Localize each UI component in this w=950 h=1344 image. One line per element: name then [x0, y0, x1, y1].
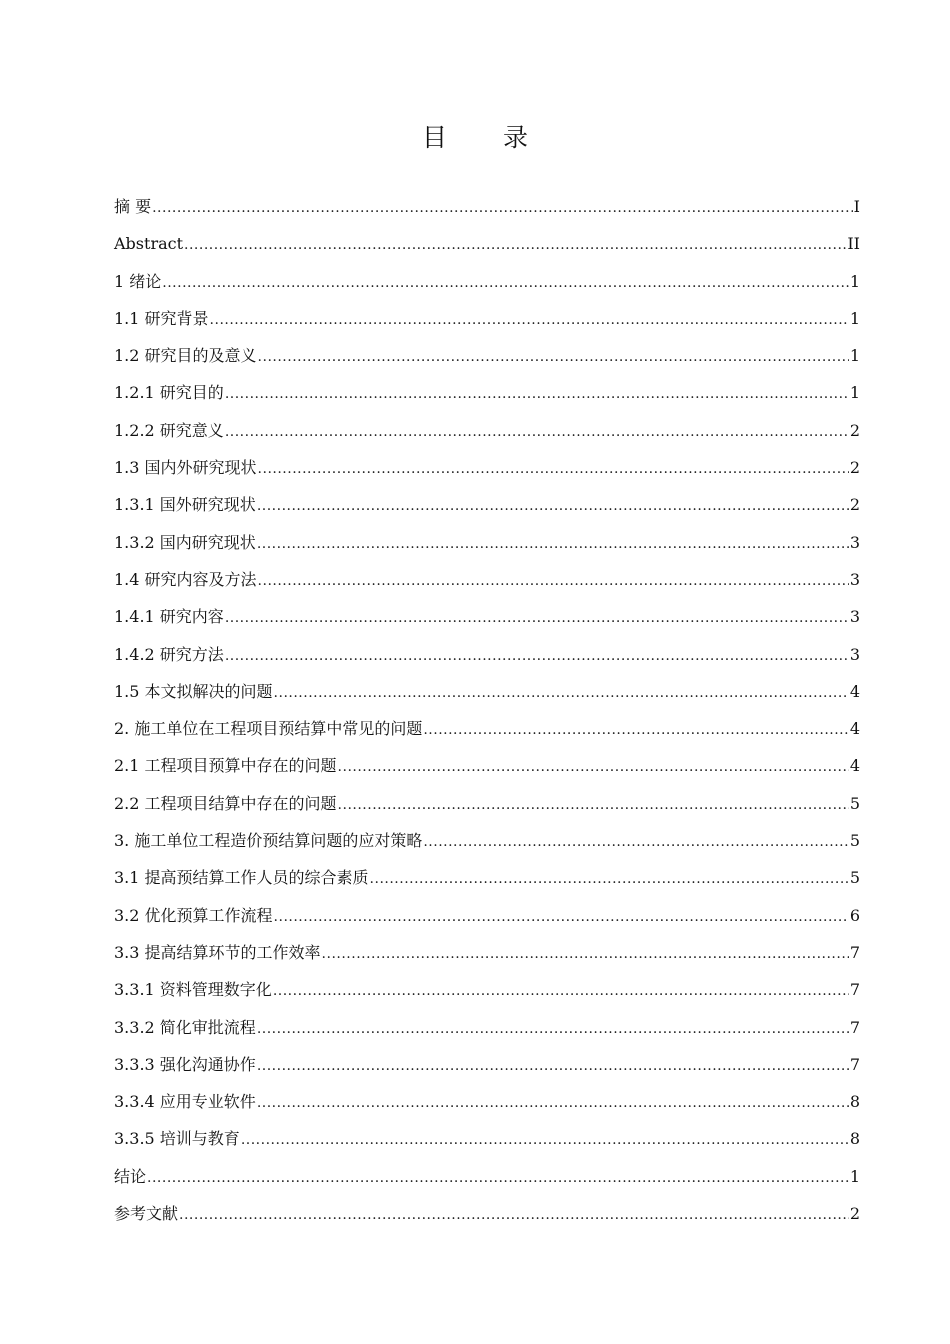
- toc-page-number: 1: [849, 308, 860, 328]
- toc-entry[interactable]: [114, 374, 860, 411]
- toc-page-number: I: [853, 197, 860, 216]
- toc-page-number: 5: [849, 868, 860, 888]
- toc-entry[interactable]: [114, 747, 860, 784]
- toc-page-number: 8: [849, 1129, 860, 1149]
- toc-dot-leader: [423, 824, 848, 861]
- toc-page-number: 7: [849, 980, 860, 1000]
- toc-entry-label: 1.2.1 研究目的: [114, 383, 224, 403]
- toc-dot-leader: [258, 339, 849, 376]
- toc-entry-label: 1.3.1 国外研究现状: [114, 495, 256, 515]
- toc-dot-leader: [257, 526, 849, 563]
- toc-entry-label: 2.1 工程项目预算中存在的问题: [114, 756, 337, 776]
- toc-dot-leader: [322, 936, 849, 973]
- toc-page-number: 1: [849, 346, 860, 366]
- toc-entry-label: 3.3.3 强化沟通协作: [114, 1054, 256, 1074]
- toc-dot-leader: [273, 973, 849, 1010]
- toc-page-number: 3: [849, 607, 860, 627]
- toc-entry-label: 3.3.4 应用专业软件: [114, 1092, 256, 1112]
- toc-entry[interactable]: [114, 710, 860, 747]
- toc-dot-leader: [274, 675, 849, 712]
- toc-entry-label: 1 绪论: [114, 271, 162, 291]
- toc-page-number: 6: [849, 905, 860, 925]
- toc-entry-label: 1.4.2 研究方法: [114, 644, 224, 664]
- toc-dot-leader: [338, 787, 849, 824]
- toc-dot-leader: [147, 1160, 849, 1197]
- toc-dot-leader: [257, 488, 849, 525]
- toc-entry[interactable]: [114, 412, 860, 449]
- toc-entry[interactable]: [114, 785, 860, 822]
- toc-title: 目 录: [422, 123, 552, 152]
- toc-entry[interactable]: [114, 598, 860, 635]
- toc-entry[interactable]: [114, 859, 860, 896]
- toc-dot-leader: [258, 563, 849, 600]
- toc-dot-leader: [225, 376, 849, 413]
- toc-entry[interactable]: [114, 636, 860, 673]
- toc-entry-label: 3.2 优化预算工作流程: [114, 905, 273, 925]
- toc-page-number: 3: [849, 569, 860, 589]
- toc-dot-leader: [258, 451, 849, 488]
- toc-entry[interactable]: [114, 524, 860, 561]
- toc-entry-label: 结论: [114, 1166, 147, 1186]
- toc-entry-label: 1.5 本文拟解决的问题: [114, 681, 273, 701]
- toc-entry-label: 1.2.2 研究意义: [114, 420, 224, 440]
- toc-entry[interactable]: [114, 971, 860, 1008]
- toc-entry[interactable]: [114, 561, 860, 598]
- toc-page-number: 1: [849, 271, 860, 291]
- toc-entry[interactable]: [114, 188, 860, 225]
- toc-page-number: 2: [849, 1204, 860, 1224]
- toc-entry-label: Abstract: [114, 234, 184, 254]
- toc-page-number: 2: [849, 420, 860, 440]
- toc-entry[interactable]: [114, 337, 860, 374]
- toc-list: [114, 188, 860, 1232]
- toc-page-number: 7: [849, 942, 860, 962]
- toc-page-number: 4: [849, 719, 860, 739]
- toc-dot-leader: [152, 190, 853, 227]
- toc-dot-leader: [257, 1085, 849, 1122]
- toc-entry-label: 参考文献: [114, 1204, 179, 1224]
- toc-page-number: 5: [849, 831, 860, 851]
- toc-entry-label: 1.4 研究内容及方法: [114, 569, 257, 589]
- toc-entry-label: 3.3.2 简化审批流程: [114, 1017, 256, 1037]
- toc-entry-label: 1.2 研究目的及意义: [114, 346, 257, 366]
- toc-entry-label: 2. 施工单位在工程项目预结算中常见的问题: [114, 719, 423, 739]
- toc-page-number: 1: [849, 383, 860, 403]
- toc-entry[interactable]: [114, 1158, 860, 1195]
- toc-page-number: 4: [849, 756, 860, 776]
- toc-entry-label: 1.3 国内外研究现状: [114, 458, 257, 478]
- toc-entry[interactable]: [114, 897, 860, 934]
- toc-dot-leader: [274, 899, 849, 936]
- toc-entry[interactable]: [114, 822, 860, 859]
- toc-page-number: 7: [849, 1054, 860, 1074]
- toc-page-number: 2: [849, 495, 860, 515]
- toc-entry[interactable]: [114, 1195, 860, 1232]
- toc-entry[interactable]: [114, 263, 860, 300]
- toc-dot-leader: [338, 749, 849, 786]
- toc-page-number: II: [847, 234, 860, 254]
- toc-dot-leader: [257, 1048, 849, 1085]
- toc-dot-leader: [257, 1011, 849, 1048]
- toc-entry-label: 3.1 提高预结算工作人员的综合素质: [114, 868, 369, 888]
- toc-page-number: 2: [849, 458, 860, 478]
- toc-entry[interactable]: [114, 225, 860, 262]
- toc-entry-label: 2.2 工程项目结算中存在的问题: [114, 793, 337, 813]
- toc-page-number: 7: [849, 1017, 860, 1037]
- toc-entry[interactable]: [114, 934, 860, 971]
- toc-dot-leader: [225, 600, 849, 637]
- toc-entry-label: 3.3.1 资料管理数字化: [114, 980, 272, 1000]
- toc-entry-label: 3. 施工单位工程造价预结算问题的应对策略: [114, 831, 423, 851]
- toc-page-number: 5: [849, 793, 860, 813]
- toc-entry-label: 3.3 提高结算环节的工作效率: [114, 942, 321, 962]
- toc-dot-leader: [423, 712, 848, 749]
- toc-dot-leader: [179, 1197, 849, 1234]
- toc-entry[interactable]: [114, 1009, 860, 1046]
- toc-dot-leader: [241, 1122, 849, 1159]
- toc-entry-label: 1.1 研究背景: [114, 308, 209, 328]
- toc-entry[interactable]: [114, 300, 860, 337]
- toc-entry-label: 3.3.5 培训与教育: [114, 1129, 240, 1149]
- toc-page-number: 8: [849, 1092, 860, 1112]
- toc-dot-leader: [225, 638, 849, 675]
- toc-entry[interactable]: [114, 449, 860, 486]
- toc-dot-leader: [162, 265, 849, 302]
- toc-page-number: 3: [849, 644, 860, 664]
- toc-dot-leader: [210, 302, 849, 339]
- toc-entry[interactable]: [114, 1120, 860, 1157]
- toc-entry[interactable]: [114, 1083, 860, 1120]
- toc-entry[interactable]: [114, 1046, 860, 1083]
- toc-dot-leader: [225, 414, 849, 451]
- toc-entry-label: 1.4.1 研究内容: [114, 607, 224, 627]
- toc-dot-leader: [370, 861, 849, 898]
- toc-page-number: 3: [849, 532, 860, 552]
- toc-page-number: 1: [849, 1166, 860, 1186]
- toc-page-number: 4: [849, 681, 860, 701]
- toc-entry-label: 1.3.2 国内研究现状: [114, 532, 256, 552]
- toc-entry[interactable]: [114, 486, 860, 523]
- toc-entry-label: 摘 要: [114, 197, 152, 216]
- toc-dot-leader: [184, 227, 846, 264]
- toc-entry[interactable]: [114, 673, 860, 710]
